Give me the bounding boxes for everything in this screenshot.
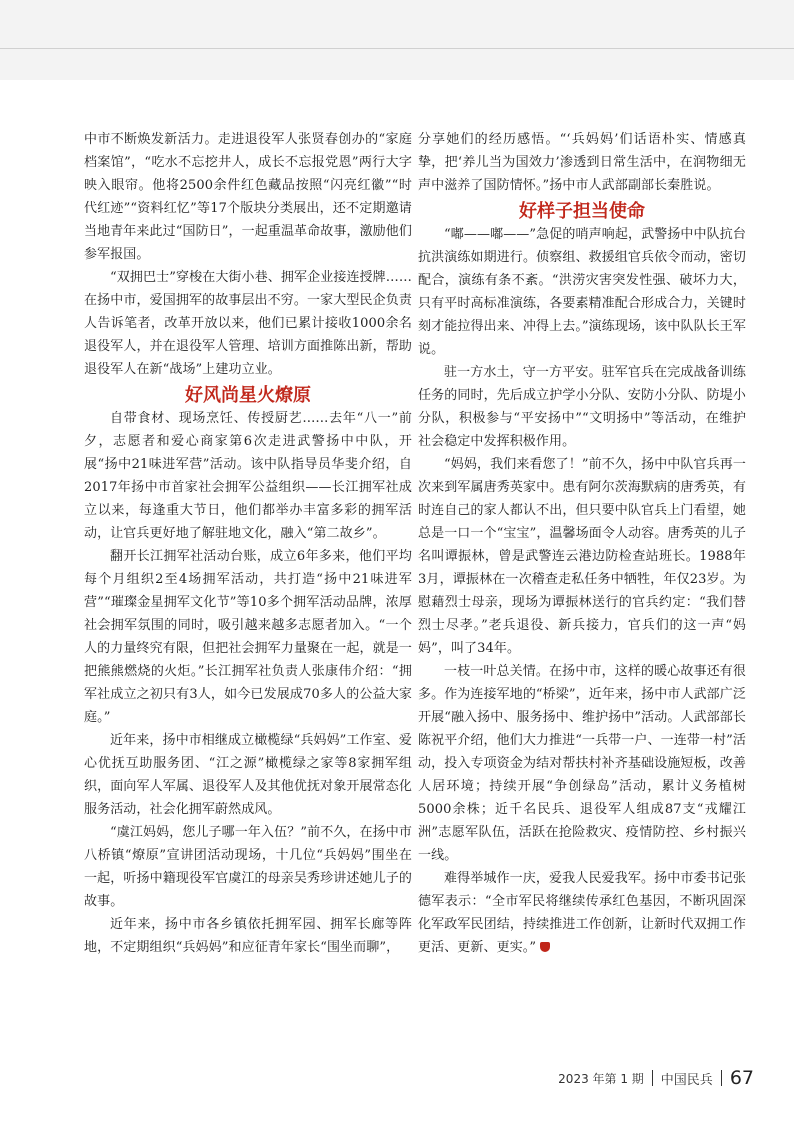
paragraph: 一枝一叶总关情。在扬中市，这样的暖心故事还有很多。作为连接军地的“桥梁”，近年来，扬中市人武部广泛开展“融入扬中、服务扬中、维护扬中”活动。人武部部长陈祝平介绍，他们大力推进“一兵带一户、一连带一村”活动，投入专项资金为结对帮扶村补齐基础设施短板，改善人居环境；持续开展“争创绿岛”活动，累计义务植树5000余株；近千名民兵、退役军人组成87支“戎耀江洲”志愿军队伍，活跃在抢险救灾、疫情防控、乡村振兴一线。 bbox=[418, 664, 746, 863]
paragraph: 近年来，扬中市各乡镇依托拥军园、拥军长廊等阵地，不定期组织“兵妈妈”和应征青年家长“围坐而聊”， bbox=[84, 917, 412, 955]
paragraph: “双拥巴士”穿梭在大街小巷、拥军企业接连授牌……在扬中市，爱国拥军的故事层出不穷。一家大型民企负责人告诉笔者，改革开放以来，他们已累计接收1000余名退役军人，并在退役军人管理、培训方面推陈出新，帮助退役军人在新“战场”上建功立业。 bbox=[84, 270, 412, 377]
paragraph: 分享她们的经历感悟。“‘兵妈妈’们话语朴实、情感真挚，把‘养儿当为国效力’渗透到日常生活中，在润物细无声中滋养了国防情怀。”扬中市人武部副部长秦胜说。 bbox=[418, 132, 746, 193]
magazine-name: 中国民兵 bbox=[660, 1072, 713, 1088]
header-band bbox=[0, 0, 794, 80]
paragraph: “嘟——嘟——”急促的哨声响起，武警扬中中队抗台抗洪演练如期进行。侦察组、救援组官兵依令而动，密切配合，演练有条不紊。“洪涝灾害突发性强、破坏力大，只有平时高标准演练，各要素精准配合形成合力，关键时刻才能拉得出来、冲得上去。”演练现场，该中队队长王军说。 bbox=[418, 227, 746, 357]
paragraph: 近年来，扬中市相继成立橄榄绿“兵妈妈”工作室、爱心优抚互助服务团、“江之源”橄榄绿之家等8家拥军组织，面向军人军属、退役军人及其他优抚对象开展常态化服务活动，社会化拥军蔚然成风。 bbox=[84, 733, 412, 817]
paragraph: 中市不断焕发新活力。走进退役军人张贤春创办的“家庭档案馆”，“吃水不忘挖井人，成长不忘报党恩”两行大字映入眼帘。他将2500余件红色藏品按照“闪亮红徽”“时代红迹”“资料红忆”等17个版块分类展出，还不定期邀请当地青年来此过“国防日”，一起重温革命故事，激励他们参军报国。 bbox=[84, 132, 412, 262]
paragraph: “虞江妈妈，您儿子哪一年入伍？”前不久，在扬中市八桥镇“燎原”宣讲团活动现场，十几位“兵妈妈”围坐在一起，听扬中籍现役军官虞江的母亲吴秀珍讲述她儿子的故事。 bbox=[84, 825, 412, 909]
page-footer bbox=[558, 1066, 754, 1090]
issue-label: 2023 年第 1 期 bbox=[558, 1071, 644, 1086]
page-number: 67 bbox=[729, 1067, 754, 1089]
section-heading: 好样子担当使命 bbox=[519, 201, 645, 222]
paragraph: 自带食材、现场烹饪、传授厨艺……去年“八一”前夕，志愿者和爱心商家第6次走进武警扬中中队，开展“扬中21味进军营”活动。该中队指导员华斐介绍，自2017年扬中市首家社会拥军公益组织——长江拥军社成立以来，每逢重大节日，他们都举办丰富多彩的拥军活动，让官兵更好地了解驻地文化，融入“第二故乡”。 bbox=[84, 411, 412, 541]
footer-divider bbox=[652, 1070, 653, 1086]
footer-divider bbox=[721, 1070, 722, 1086]
final-paragraph bbox=[418, 867, 746, 959]
paragraph: 翻开长江拥军社活动台账，成立6年多来，他们平均每个月组织2至4场拥军活动，共打造“扬中21味进军营”“璀璨金星拥军文化节”等10多个拥军活动品牌，浓厚社会拥军氛围的同时，吸引越来越多志愿者加入。“一个人的力量终究有限，但把社会拥军力量聚在一起，就是一把熊熊燃烧的火炬。”长江拥军社负责人张康伟介绍：“拥军社成立之初只有3人，如今已发展成70多人的公益大家庭。” bbox=[84, 549, 412, 725]
section-heading: 好风尚星火燎原 bbox=[185, 385, 311, 406]
shield-end-mark-icon bbox=[540, 942, 550, 952]
final-paragraph-text: 难得举城作一庆，爱我人民爱我军。扬中市委书记张德军表示：“全市军民将继续传承红色基因，不断巩固深化军政军民团结，持续推进工作创新，让新时代双拥工作更活、更新、更实。” bbox=[418, 871, 746, 955]
left-column bbox=[84, 128, 412, 959]
paragraph: “妈妈，我们来看您了！”前不久，扬中中队官兵再一次来到军属唐秀英家中。患有阿尔茨海默病的唐秀英，有时连自己的家人都认不出，但只要中队官兵上门看望，她总是一口一个“宝宝”，温馨场面令人动容。唐秀英的儿子名叫谭振林，曾是武警连云港边防检查站班长。1988年3月，谭振林在一次稽查走私任务中牺牲，年仅23岁。为慰藉烈士母亲，现场为谭振林送行的官兵约定：“我们替烈士尽孝。”老兵退役、新兵接力，官兵们的这一声“妈妈”，叫了34年。 bbox=[418, 457, 746, 656]
paragraph: 驻一方水土，守一方平安。驻军官兵在完成战备训练任务的同时，先后成立护学小分队、安防小分队、防堤小分队，积极参与“平安扬中”“文明扬中”等活动，在维护社会稳定中发挥积极作用。 bbox=[418, 365, 746, 449]
header-rule bbox=[0, 48, 794, 49]
right-column bbox=[418, 128, 746, 959]
